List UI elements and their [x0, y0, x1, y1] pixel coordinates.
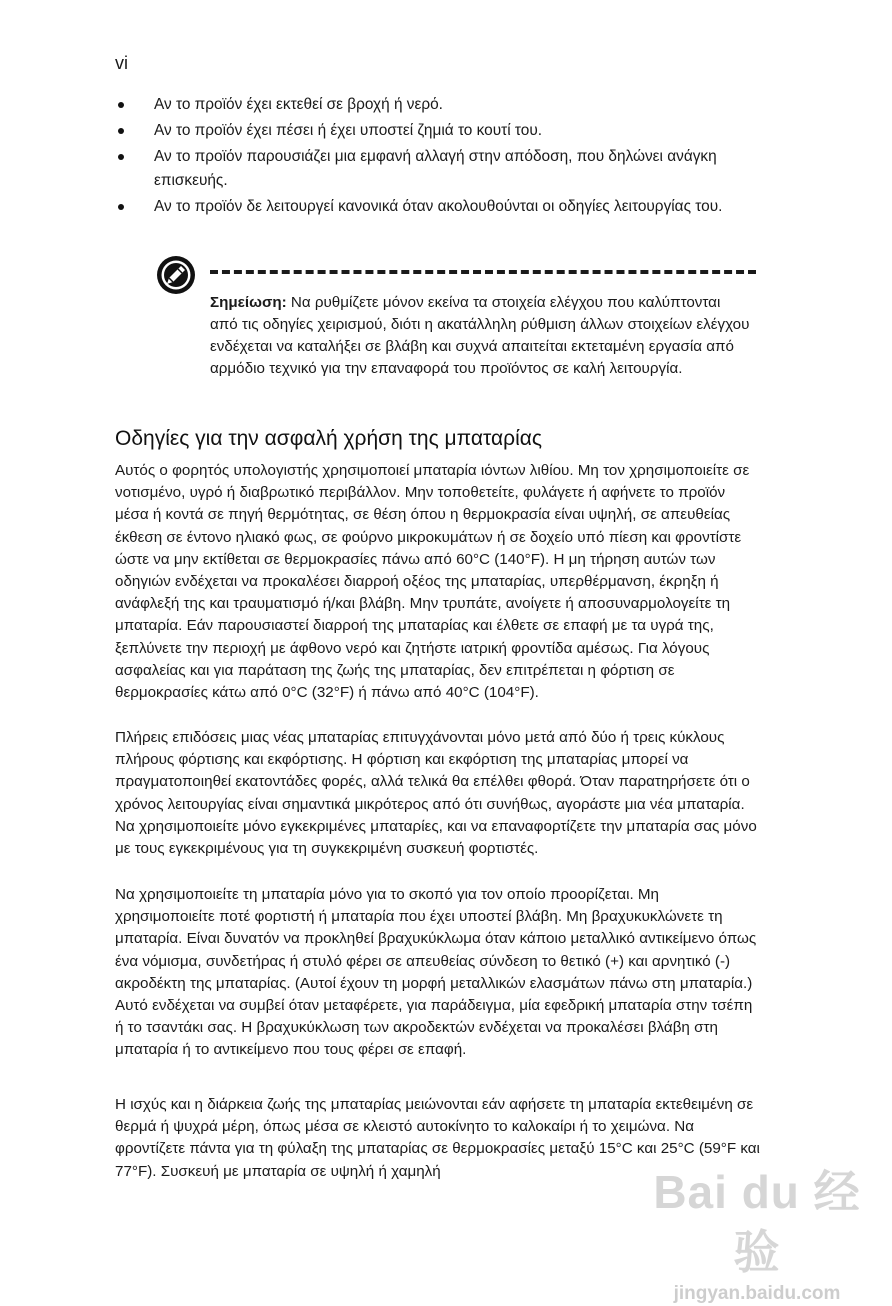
watermark-logo: Bai du 经验 [653, 1166, 861, 1278]
bullet-item [113, 119, 763, 143]
bullet-dot-icon [118, 102, 124, 108]
watermark-url: jingyan.baidu.com [673, 1283, 841, 1304]
body-paragraph: Να χρησιμοποιείτε τη μπαταρία μόνο για το σκοπό για τον οποίο προορίζεται. Μη χρησιμοποιείτε ποτέ φορτιστή ή μπαταρία που έχει υποστεί βλάβη. Μη βραχυκυκλώνετε τη μπαταρία. Είναι δυνατόν να προκληθεί βραχυκύκλωμα όταν κάποιο μεταλλικό αντικείμενο όπως ένα νόμισμα, συνδετήρας ή στυλό φέρει σε απευθείας σύνδεση το θετικό (+) και αρνητικό (-) ακροδέκτη της μπαταρίας. (Αυτοί έχουν τη μορφή μεταλλικών ελασμάτων πάνω στη μπαταρία.) Αυτό ενδέχεται να συμβεί όταν μεταφέρετε, για παράδειγμα, μία εφεδρική μπαταρία στην τσέπη ή το τσαντάκι σας. Η βραχυκύκλωση των ακροδεκτών ενδέχεται να προκαλέσει βλάβη στη μπαταρία ή το αντικείμενο που τους φέρει σε επαφή. [115, 886, 757, 1059]
body-paragraph: Πλήρεις επιδόσεις μιας νέας μπαταρίας επιτυγχάνονται μόνο μετά από δύο ή τρεις κύκλους πλήρους φόρτισης και εκφόρτισης. Η φόρτιση και εκφόρτιση της μπαταρίας μπορεί να πραγματοποιηθεί εκατοντάδες φορές, αλλά τελικά θα επέλθει φθορά. Όταν παρατηρήσετε ότι ο χρόνος λειτουργίας είναι σημαντικά μικρότερος από ότι συνήθως, αγοράστε μια νέα μπαταρία. Να χρησιμοποιείτε μόνο εγκεκριμένες μπαταρίες, και να επαναφορτίζετε την μπαταρία σας μόνο με τους εγκεκριμένους για τη συγκεκριμένη συσκευή φορτιστές. [115, 729, 757, 858]
bullet-dot-icon [118, 128, 124, 134]
bullet-item [113, 145, 763, 193]
bullet-text: Αν το προϊόν δε λειτουργεί κανονικά όταν ακολουθούνται οι οδηγίες λειτουργίας του. [154, 198, 723, 215]
section-heading: Οδηγίες για την ασφαλή χρήση της μπαταρίας [115, 427, 543, 450]
note-label: Σημείωση: [210, 294, 287, 311]
note-text [210, 292, 750, 380]
body-paragraph: Αυτός ο φορητός υπολογιστής χρησιμοποιεί μπαταρία ιόντων λιθίου. Μη τον χρησιμοποιείτε σε νοτισμένο, υγρό ή διαβρωτικό περιβάλλον. Μην τοποθετείτε, φυλάγετε ή αφήνετε το προϊόν μέσα ή κοντά σε πηγή θερμότητας, σε θέση όπου η θερμοκρασία είναι υψηλή, σε απευθείας έκθεση σε έντονο ηλιακό φως, σε φούρνο μικροκυμάτων ή σε δοχείο υπό πίεση και φροντίστε ώστε να μην εκτίθεται σε θερμοκρασίες πάνω από 60°C (140°F). Η μη τήρηση αυτών των οδηγιών ενδέχεται να προκαλέσει διαρροή οξέος της μπαταρίας, υπερθέρμανση, έκρηξη ή ανάφλεξή της και τραυματισμό ή/και βλάβη. Μην τρυπάτε, ανοίγετε ή αποσυναρμολογείτε τη μπαταρία. Εάν παρουσιαστεί διαρροή της μπαταρίας και έλθετε σε επαφή με τα υγρά της, ξεπλύνετε την περιοχή με άφθονο νερό και ζητήστε ιατρική φροντίδα αμέσως. Για λόγους ασφαλείας και για παράταση της ζωής της μπαταρίας, δεν επιτρέπεται η φόρτιση σε θερμοκρασίες κάτω από 0°C (32°F) ή πάνω από 40°C (104°F). [115, 462, 750, 702]
body-paragraph: Η ισχύς και η διάρκεια ζωής της μπαταρίας μειώνονται εάν αφήσετε τη μπαταρία εκτεθειμένη σε θερμά ή ψυχρά μέρη, όπως μέσα σε κλειστό αυτοκίνητο το καλοκαίρι ή το χειμώνα. Να φροντίζετε πάντα για τη φύλαξη της μπαταρίας σε θερμοκρασίες μεταξύ 15°C και 25°C (59°F και 77°F). Συσκευή με μπαταρία σε υψηλή ή χαμηλή [115, 1096, 760, 1180]
note-divider [210, 270, 756, 274]
page-number: vi [115, 53, 128, 73]
note-body: Να ρυθμίζετε μόνον εκείνα τα στοιχεία ελέγχου που καλύπτονται από τις οδηγίες χειρισμού, διότι η ακατάλληλη ρύθμιση άλλων στοιχείων ελέγχου ενδέχεται να καταλήξει σε βλάβη και συχνά απαιτείται εκτεταμένη εργασία από αρμόδιο τεχνικό για την επαναφορά του προϊόντος σε καλή λειτουργία. [210, 294, 750, 377]
bullet-item [113, 93, 763, 117]
bullet-text: Αν το προϊόν έχει εκτεθεί σε βροχή ή νερό. [154, 96, 443, 113]
bullet-dot-icon [118, 154, 124, 160]
bullet-text: Αν το προϊόν έχει πέσει ή έχει υποστεί ζημιά το κουτί του. [154, 122, 543, 139]
note-pencil-icon [155, 254, 197, 296]
bullet-list [113, 93, 763, 221]
bullet-item [113, 195, 763, 219]
bullet-dot-icon [118, 204, 124, 210]
bullet-text: Αν το προϊόν παρουσιάζει μια εμφανή αλλαγή στην απόδοση, που δηλώνει ανάγκη επισκευής. [154, 148, 717, 189]
